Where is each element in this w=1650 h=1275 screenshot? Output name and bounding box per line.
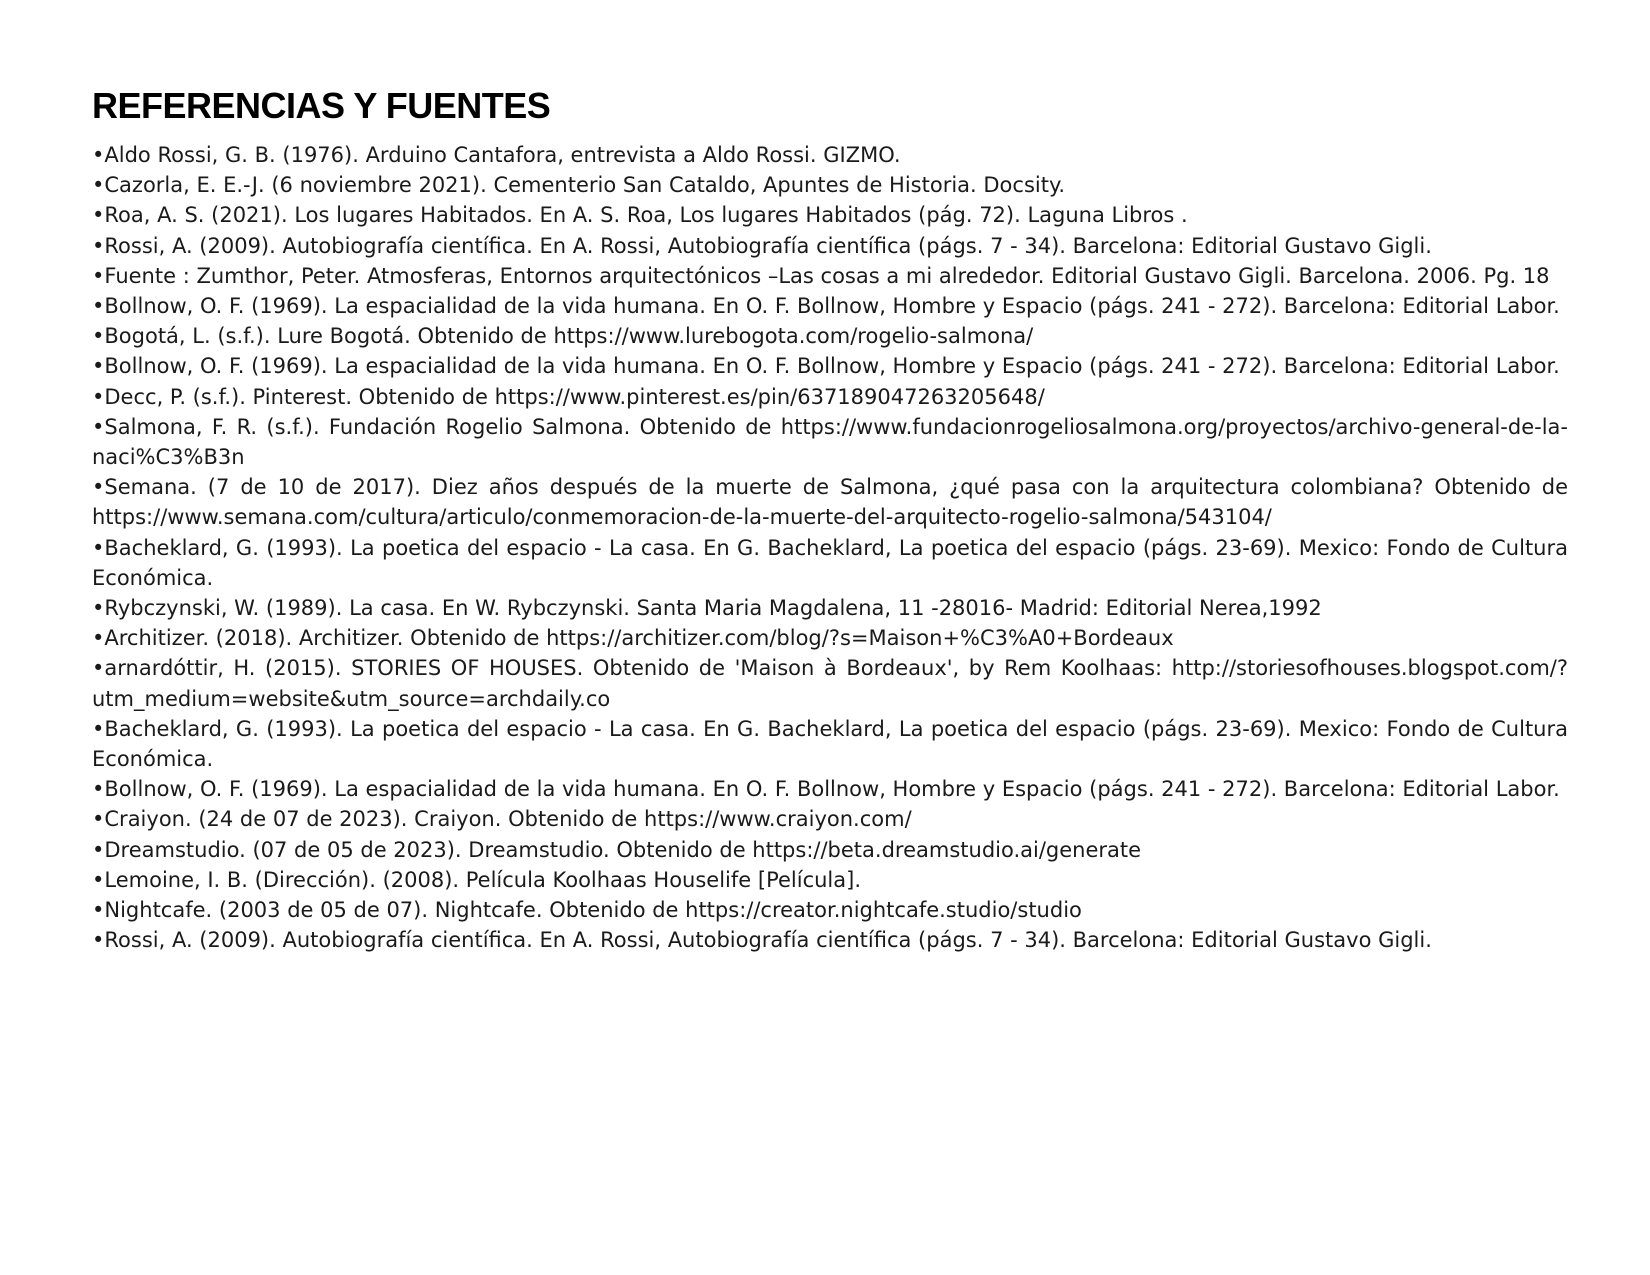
bullet-icon: • xyxy=(92,233,105,258)
reference-item xyxy=(92,835,1568,865)
bullet-icon: • xyxy=(92,807,105,832)
reference-text: Bollnow, O. F. (1969). La espacialidad de la vida humana. En O. F. Bollnow, Hombre y Espacio (págs. 241 - 272). Barcelona: Editorial Labor. xyxy=(104,354,1560,379)
reference-item xyxy=(92,865,1568,895)
bullet-icon: • xyxy=(92,294,105,319)
reference-text: Cazorla, E. E.-J. (6 noviembre 2021). Cementerio San Cataldo, Apuntes de Historia. Docsity. xyxy=(104,173,1066,198)
reference-item xyxy=(92,231,1568,261)
reference-item xyxy=(92,895,1568,925)
bullet-icon: • xyxy=(92,263,105,288)
reference-text: Bollnow, O. F. (1969). La espacialidad de la vida humana. En O. F. Bollnow, Hombre y Espacio (págs. 241 - 272). Barcelona: Editorial Labor. xyxy=(104,777,1560,802)
reference-text: Roa, A. S. (2021). Los lugares Habitados. En A. S. Roa, Los lugares Habitados (pág. 72). Laguna Libros . xyxy=(104,203,1188,228)
bullet-icon: • xyxy=(92,384,105,409)
reference-text: Bogotá, L. (s.f.). Lure Bogotá. Obtenido de https://www.lurebogota.com/rogelio-salmona/ xyxy=(104,324,1034,349)
reference-item xyxy=(92,714,1568,774)
reference-text: Nightcafe. (2003 de 05 de 07). Nightcafe. Obtenido de https://creator.nightcafe.studio/studio xyxy=(104,898,1082,923)
bullet-icon: • xyxy=(92,203,105,228)
reference-item xyxy=(92,200,1568,230)
bullet-icon: • xyxy=(92,173,105,198)
reference-item xyxy=(92,412,1568,472)
bullet-icon: • xyxy=(92,656,105,681)
bullet-icon: • xyxy=(92,143,105,167)
reference-text: Decc, P. (s.f.). Pinterest. Obtenido de https://www.pinterest.es/pin/637189047263205648/ xyxy=(104,384,1045,409)
reference-item xyxy=(92,261,1568,291)
reference-text: Fuente : Zumthor, Peter. Atmosferas, Entornos arquitectónicos –Las cosas a mi alrededor. Editorial Gustavo Gigli. Barcelona. 2006. Pg. 18 xyxy=(104,263,1550,288)
reference-item xyxy=(92,321,1568,351)
bullet-icon: • xyxy=(92,928,105,953)
reference-text: Semana. (7 de 10 de 2017). Diez años después de la muerte de Salmona, ¿qué pasa con la arquitectura colombiana? Obtenido de https://www.semana.com/cultura/articulo/conmemoracion-de-la-muerte-del-arquitecto-rogelio-salmona/543104/ xyxy=(92,475,1568,530)
bullet-icon: • xyxy=(92,596,105,621)
reference-item xyxy=(92,533,1568,593)
bullet-icon: • xyxy=(92,867,105,892)
reference-text: Salmona, F. R. (s.f.). Fundación Rogelio Salmona. Obtenido de https://www.fundacionrogeliosalmona.org/proyectos/archivo-general-de-la-naci%C3%B3n xyxy=(92,414,1568,470)
bullet-icon: • xyxy=(92,535,105,560)
reference-text: Rossi, A. (2009). Autobiografía científica. En A. Rossi, Autobiografía científica (págs. 7 - 34). Barcelona: Editorial Gustavo Gigli. xyxy=(104,233,1432,258)
bullet-icon: • xyxy=(92,716,105,741)
bullet-icon: • xyxy=(92,898,105,923)
reference-item xyxy=(92,170,1568,200)
bullet-icon: • xyxy=(92,777,105,802)
reference-item xyxy=(92,382,1568,412)
page-title: REFERENCIAS Y FUENTES xyxy=(92,85,551,126)
reference-item xyxy=(92,804,1568,834)
reference-item xyxy=(92,925,1568,955)
bullet-icon: • xyxy=(92,626,105,651)
reference-item xyxy=(92,653,1568,713)
reference-item xyxy=(92,774,1568,804)
reference-text: Bacheklard, G. (1993). La poetica del espacio - La casa. En G. Bacheklard, La poetica del espacio (págs. 23-69). Mexico: Fondo de Cultura Económica. xyxy=(92,535,1568,590)
bullet-icon: • xyxy=(92,837,105,862)
reference-text: Rybczynski, W. (1989). La casa. En W. Rybczynski. Santa Maria Magdalena, 11 -28016- Madrid: Editorial Nerea,1992 xyxy=(104,596,1322,621)
reference-item xyxy=(92,623,1568,653)
reference-text: Lemoine, I. B. (Dirección). (2008). Película Koolhaas Houselife [Película]. xyxy=(104,867,862,892)
reference-text: Aldo Rossi, G. B. (1976). Arduino Cantafora, entrevista a Aldo Rossi. GIZMO. xyxy=(104,143,901,167)
references-list xyxy=(92,140,1568,955)
reference-text: Architizer. (2018). Architizer. Obtenido de https://architizer.com/blog/?s=Maison+%C3%A0+Bordeaux xyxy=(104,626,1174,651)
bullet-icon: • xyxy=(92,414,105,439)
reference-text: arnardóttir, H. (2015). STORIES OF HOUSES. Obtenido de 'Maison à Bordeaux', by Rem Koolhaas: http://storiesofhouses.blogspot.com/?utm_medium=website&utm_source=archdaily.co xyxy=(92,656,1568,711)
document-page xyxy=(92,84,1568,955)
bullet-icon: • xyxy=(92,475,105,500)
reference-item xyxy=(92,291,1568,321)
bullet-icon: • xyxy=(92,354,105,379)
reference-text: Rossi, A. (2009). Autobiografía científica. En A. Rossi, Autobiografía científica (págs. 7 - 34). Barcelona: Editorial Gustavo Gigli. xyxy=(104,928,1432,953)
reference-item xyxy=(92,593,1568,623)
reference-text: Dreamstudio. (07 de 05 de 2023). Dreamstudio. Obtenido de https://beta.dreamstudio.ai/generate xyxy=(104,837,1142,862)
reference-item xyxy=(92,140,1568,170)
reference-item xyxy=(92,472,1568,532)
reference-text: Bacheklard, G. (1993). La poetica del espacio - La casa. En G. Bacheklard, La poetica del espacio (págs. 23-69). Mexico: Fondo de Cultura Económica. xyxy=(92,716,1568,772)
reference-text: Bollnow, O. F. (1969). La espacialidad de la vida humana. En O. F. Bollnow, Hombre y Espacio (págs. 241 - 272). Barcelona: Editorial Labor. xyxy=(104,294,1560,319)
reference-text: Craiyon. (24 de 07 de 2023). Craiyon. Obtenido de https://www.craiyon.com/ xyxy=(104,807,912,832)
reference-item xyxy=(92,351,1568,381)
bullet-icon: • xyxy=(92,324,105,349)
